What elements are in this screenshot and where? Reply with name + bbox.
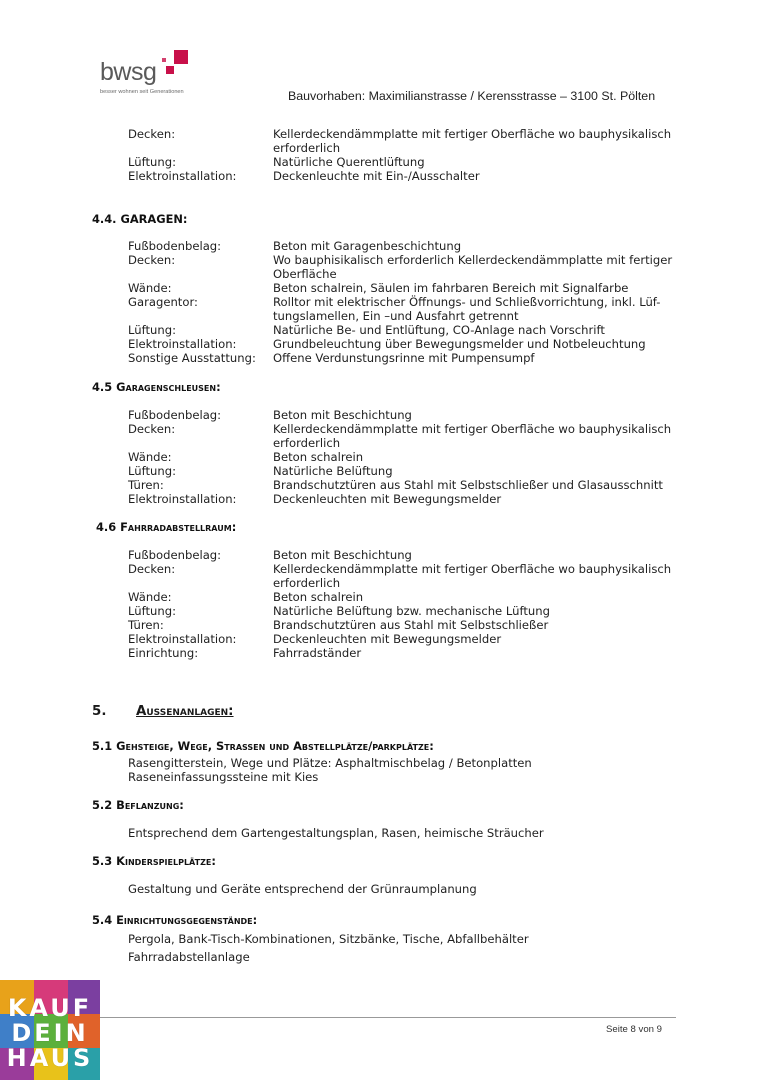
- kauf-dein-haus-badge[interactable]: [0, 980, 100, 1080]
- project-title: Bauvorhaben: Maximilianstrasse / Kerensstrasse – 3100 St. Pölten: [288, 89, 656, 103]
- row-label: Garagentor:: [128, 295, 198, 309]
- footer-rule: [88, 1017, 676, 1018]
- page-number: Seite 8 von 9: [606, 1024, 663, 1035]
- body-line: Entsprechend dem Gartengestaltungsplan, Rasen, heimische Sträucher: [128, 826, 544, 840]
- logo-square-large: [174, 50, 188, 64]
- row-value: Natürliche Querentlüftung: [273, 155, 425, 169]
- row-label: Fußbodenbelag:: [128, 408, 222, 422]
- row-label: Lüftung:: [128, 155, 176, 169]
- row-value: Kellerdeckendämmplatte mit fertiger Oberfläche wo bauphysikalisch: [273, 127, 672, 141]
- row-label: Elektroinstallation:: [128, 169, 237, 183]
- row-value: Wo bauphisikalisch erforderlich Kellerdeckendämmplatte mit fertiger: [273, 253, 673, 267]
- row-label: Wände:: [128, 281, 172, 295]
- body-line: Raseneinfassungssteine mit Kies: [128, 770, 319, 784]
- section-title: Einrichtungsgegenstände:: [116, 913, 258, 927]
- row-label: Türen:: [128, 618, 164, 632]
- body-line: Pergola, Bank-Tisch-Kombinationen, Sitzbänke, Tische, Abfallbehälter: [128, 932, 529, 946]
- row-value: Deckenleuchten mit Bewegungsmelder: [273, 632, 502, 646]
- logo-wordmark: bwsg: [100, 58, 157, 86]
- row-value: erforderlich: [273, 436, 341, 450]
- row-value: Rolltor mit elektrischer Öffnungs- und Schließvorrichtung, inkl. Lüf-: [273, 295, 661, 309]
- row-value: Fahrradständer: [273, 646, 362, 660]
- row-label: Wände:: [128, 450, 172, 464]
- section-heading-4-4: 4.4. GARAGEN:: [92, 212, 188, 226]
- chapter-heading-5: [92, 704, 106, 719]
- section-title: Gehsteige, Wege, Strassen und Abstellplätze/parkplätze:: [116, 739, 434, 753]
- row-label: Fußbodenbelag:: [128, 548, 222, 562]
- bwsg-logo: [100, 46, 210, 98]
- logo-tagline: besser wohnen seit Generationen: [100, 89, 184, 95]
- chapter-number: 5.: [92, 704, 107, 719]
- section-number: 5.2: [92, 798, 117, 812]
- row-value: Brandschutztüren aus Stahl mit Selbstschließer: [273, 618, 549, 632]
- row-value: Offene Verdunstungsrinne mit Pumpensumpf: [273, 351, 535, 365]
- section-number: 5.4: [92, 913, 117, 927]
- body-line: Rasengitterstein, Wege und Plätze: Asphaltmischbelag / Betonplatten: [128, 756, 532, 770]
- row-label: Decken:: [128, 253, 176, 267]
- row-value: Natürliche Belüftung: [273, 464, 393, 478]
- row-value: Kellerdeckendämmplatte mit fertiger Oberfläche wo bauphysikalisch: [273, 422, 672, 436]
- section-title: Garagenschleusen:: [116, 380, 221, 394]
- row-label: Türen:: [128, 478, 164, 492]
- badge-text-row-1: KAUF: [7, 994, 93, 1022]
- section-heading-5-2: [92, 798, 184, 812]
- section-number: 4.6: [96, 520, 121, 534]
- row-value: tungslamellen, Ein –und Ausfahrt getrennt: [273, 309, 519, 323]
- section-heading-5-4: [92, 913, 257, 927]
- section-heading-5-1: [92, 739, 434, 753]
- row-label: Lüftung:: [128, 604, 176, 618]
- chapter-title: Aussenanlagen:: [136, 704, 234, 719]
- row-value: Deckenleuchten mit Bewegungsmelder: [273, 492, 502, 506]
- row-value: Deckenleuchte mit Ein-/Ausschalter: [273, 169, 480, 183]
- row-value: Beton mit Garagenbeschichtung: [273, 239, 462, 253]
- row-value: Natürliche Be- und Entlüftung, CO-Anlage nach Vorschrift: [273, 323, 605, 337]
- body-line: Fahrradabstellanlage: [128, 950, 250, 964]
- badge-text-row-2: DEIN: [11, 1019, 89, 1047]
- badge-text-row-3: HAUS: [6, 1044, 94, 1072]
- section-heading-4-5: [92, 380, 221, 394]
- row-label: Wände:: [128, 590, 172, 604]
- section-title: Kinderspielplätze:: [116, 854, 216, 868]
- row-value: Beton mit Beschichtung: [273, 548, 412, 562]
- section-heading-4-6: [96, 520, 236, 534]
- row-value: Oberfläche: [273, 267, 337, 281]
- row-value: Beton schalrein, Säulen im fahrbaren Bereich mit Signalfarbe: [273, 281, 629, 295]
- logo-square-small: [166, 66, 174, 74]
- section-heading-5-3: [92, 854, 216, 868]
- row-label: Lüftung:: [128, 323, 176, 337]
- row-label: Elektroinstallation:: [128, 632, 237, 646]
- row-label: Fußbodenbelag:: [128, 239, 222, 253]
- row-value: Brandschutztüren aus Stahl mit Selbstschließer und Glasausschnitt: [273, 478, 663, 492]
- row-value: Beton schalrein: [273, 590, 364, 604]
- row-value: Beton schalrein: [273, 450, 364, 464]
- row-label: Decken:: [128, 127, 176, 141]
- section-title: Fahrradabstellraum:: [120, 520, 237, 534]
- row-label: Decken:: [128, 422, 176, 436]
- row-label: Decken:: [128, 562, 176, 576]
- row-value: erforderlich: [273, 141, 341, 155]
- row-label: Sonstige Ausstattung:: [128, 351, 256, 365]
- row-label: Elektroinstallation:: [128, 337, 237, 351]
- section-number: 4.5: [92, 380, 117, 394]
- section-title: Beflanzung:: [116, 798, 184, 812]
- row-label: Einrichtung:: [128, 646, 199, 660]
- body-line: Gestaltung und Geräte entsprechend der Grünraumplanung: [128, 882, 477, 896]
- row-value: Beton mit Beschichtung: [273, 408, 412, 422]
- row-value: Natürliche Belüftung bzw. mechanische Lüftung: [273, 604, 550, 618]
- row-label: Lüftung:: [128, 464, 176, 478]
- row-label: Elektroinstallation:: [128, 492, 237, 506]
- row-value: Kellerdeckendämmplatte mit fertiger Oberfläche wo bauphysikalisch: [273, 562, 672, 576]
- row-value: erforderlich: [273, 576, 341, 590]
- row-value: Grundbeleuchtung über Bewegungsmelder und Notbeleuchtung: [273, 337, 646, 351]
- section-number: 5.3: [92, 854, 117, 868]
- chapter-title-5: [136, 704, 234, 719]
- logo-square-tiny: [162, 58, 166, 62]
- section-number: 5.1: [92, 739, 117, 753]
